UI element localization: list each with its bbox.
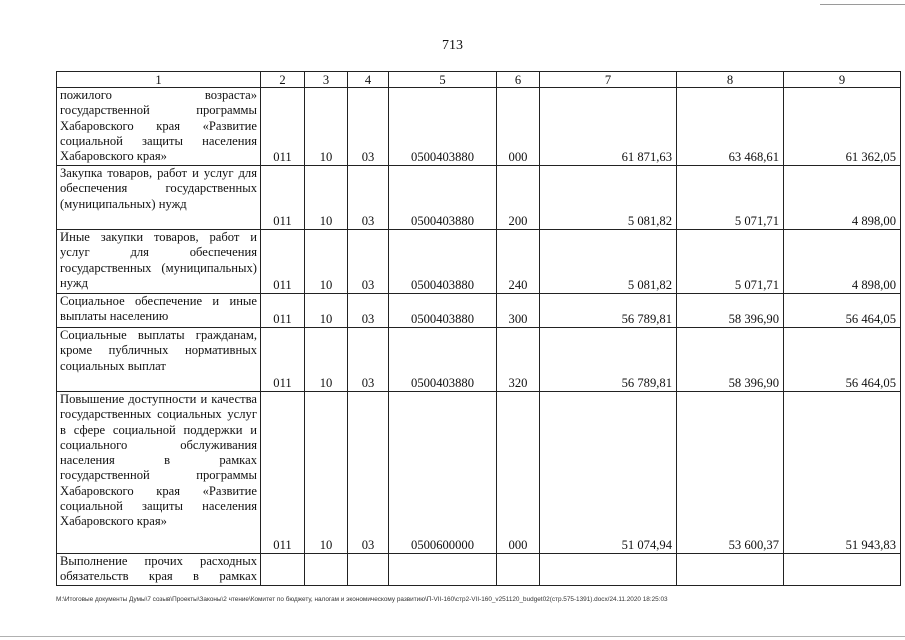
row-amount-col7: 5 081,82 [540, 230, 677, 294]
row-code-section [305, 554, 348, 586]
row-code-section: 10 [305, 328, 348, 392]
row-name: Иные закупки товаров, работ и услуг для обеспечения государственных (муниципальных) нужд [57, 230, 261, 294]
row-code-target [389, 554, 497, 586]
row-amount-col9: 56 464,05 [784, 328, 901, 392]
table-row [57, 166, 901, 230]
row-amount-col8: 5 071,71 [677, 166, 784, 230]
header-cell-5: 5 [389, 72, 497, 88]
row-code-target: 0500403880 [389, 166, 497, 230]
row-name: Выполнение прочих расходных обязательств края в рамках [57, 554, 261, 586]
row-code-subsection: 03 [348, 166, 389, 230]
row-code-section: 10 [305, 392, 348, 554]
header-cell-1: 1 [57, 72, 261, 88]
row-amount-col7: 51 074,94 [540, 392, 677, 554]
row-amount-col8: 53 600,37 [677, 392, 784, 554]
row-amount-col9: 61 362,05 [784, 88, 901, 166]
row-code-ministry: 011 [261, 392, 305, 554]
table-row [57, 328, 901, 392]
row-amount-col9 [784, 554, 901, 586]
row-amount-col7: 56 789,81 [540, 294, 677, 328]
row-amount-col8: 5 071,71 [677, 230, 784, 294]
row-code-target: 0500600000 [389, 392, 497, 554]
row-amount-col9: 51 943,83 [784, 392, 901, 554]
row-code-expense-type: 000 [497, 88, 540, 166]
row-code-ministry [261, 554, 305, 586]
row-code-subsection: 03 [348, 294, 389, 328]
row-code-target: 0500403880 [389, 328, 497, 392]
row-amount-col9: 4 898,00 [784, 230, 901, 294]
row-name: Закупка товаров, работ и услуг для обеспечения государственных (муниципальных) нужд [57, 166, 261, 230]
row-code-section: 10 [305, 230, 348, 294]
row-code-expense-type [497, 554, 540, 586]
header-cell-9: 9 [784, 72, 901, 88]
header-cell-8: 8 [677, 72, 784, 88]
table-row [57, 230, 901, 294]
row-code-ministry: 011 [261, 328, 305, 392]
table-row [57, 88, 901, 166]
table-row [57, 554, 901, 586]
row-code-ministry: 011 [261, 294, 305, 328]
row-code-expense-type: 320 [497, 328, 540, 392]
row-code-subsection: 03 [348, 328, 389, 392]
budget-table [56, 71, 901, 586]
row-code-subsection: 03 [348, 392, 389, 554]
row-amount-col7: 5 081,82 [540, 166, 677, 230]
row-code-section: 10 [305, 88, 348, 166]
row-amount-col8: 58 396,90 [677, 328, 784, 392]
row-code-subsection: 03 [348, 88, 389, 166]
top-edge-rule [820, 4, 905, 5]
row-code-ministry: 011 [261, 88, 305, 166]
row-code-target: 0500403880 [389, 230, 497, 294]
row-amount-col7: 56 789,81 [540, 328, 677, 392]
row-code-expense-type: 200 [497, 166, 540, 230]
row-name: Повышение доступности и качества государственных социальных услуг в сфере социальной поддержки и социального обслуживания населения в рамках государственной программы Хабаровского края «Развитие социальной защиты населения Хабаровского края» [57, 392, 261, 554]
header-cell-4: 4 [348, 72, 389, 88]
row-code-section: 10 [305, 166, 348, 230]
table-row [57, 294, 901, 328]
row-amount-col9: 56 464,05 [784, 294, 901, 328]
header-cell-2: 2 [261, 72, 305, 88]
row-name: Социальное обеспечение и иные выплаты населению [57, 294, 261, 328]
table-row [57, 392, 901, 554]
row-code-expense-type: 240 [497, 230, 540, 294]
row-code-ministry: 011 [261, 230, 305, 294]
row-amount-col9: 4 898,00 [784, 166, 901, 230]
row-code-target: 0500403880 [389, 294, 497, 328]
header-cell-3: 3 [305, 72, 348, 88]
header-cell-7: 7 [540, 72, 677, 88]
table-header-row [57, 72, 901, 88]
bottom-edge-rule [0, 636, 905, 637]
document-file-path: M:\Итоговые документы Думы\7 созыв\Проекты\Законы\2 чтение\Комитет по бюджету, налогам и экономическому развитию\П-VII-160\стр2-VII-160_v251120_budget02(стр.575-1391).docx/24.11.2020 18:25:03 [56, 596, 668, 603]
row-code-subsection [348, 554, 389, 586]
row-name: пожилого возраста» государственной программы Хабаровского края «Развитие социальной защиты населения Хабаровского края» [57, 88, 261, 166]
row-code-section: 10 [305, 294, 348, 328]
row-code-expense-type: 000 [497, 392, 540, 554]
row-amount-col8 [677, 554, 784, 586]
page-number: 713 [442, 38, 463, 53]
row-code-ministry: 011 [261, 166, 305, 230]
row-code-subsection: 03 [348, 230, 389, 294]
row-amount-col8: 58 396,90 [677, 294, 784, 328]
row-code-target: 0500403880 [389, 88, 497, 166]
row-code-expense-type: 300 [497, 294, 540, 328]
row-name: Социальные выплаты гражданам, кроме публичных нормативных социальных выплат [57, 328, 261, 392]
row-amount-col7 [540, 554, 677, 586]
row-amount-col8: 63 468,61 [677, 88, 784, 166]
header-cell-6: 6 [497, 72, 540, 88]
row-amount-col7: 61 871,63 [540, 88, 677, 166]
